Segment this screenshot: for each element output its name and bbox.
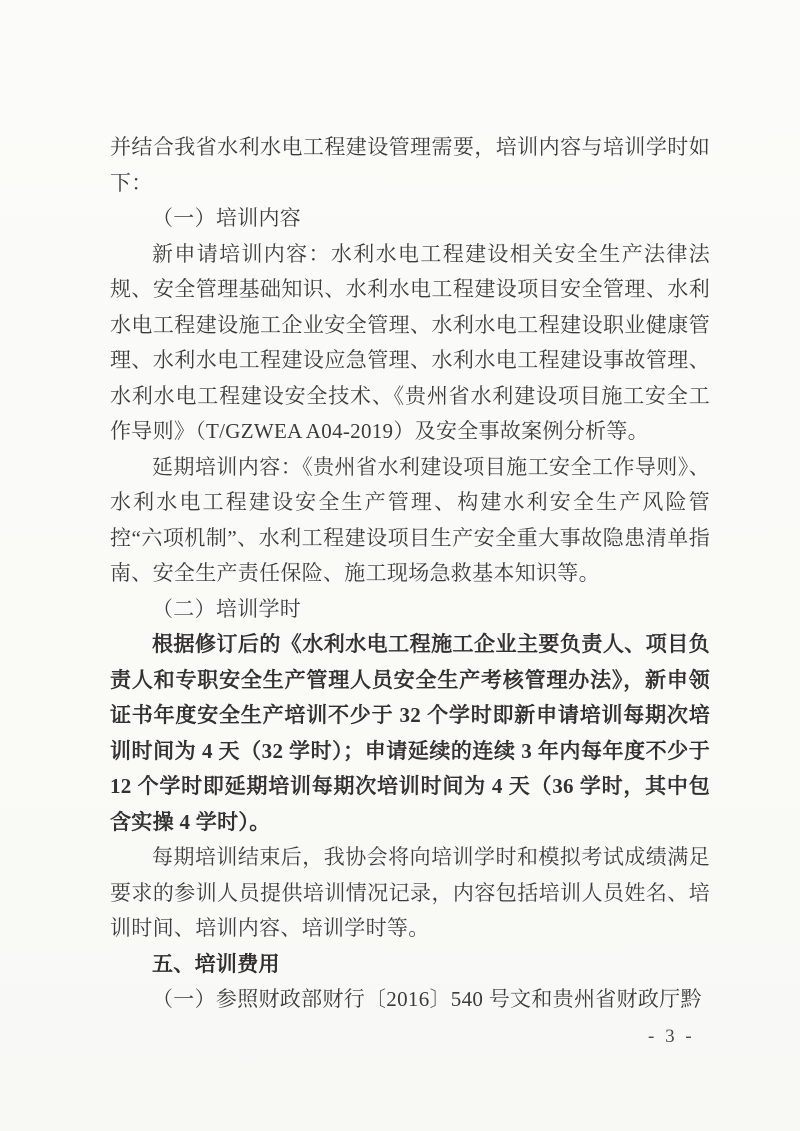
paragraph-new-application-content: 新申请培训内容：水利水电工程建设相关安全生产法律法规、安全管理基础知识、水利水电工程建设项目安全管理、水利水电工程建设施工企业安全管理、水利水电工程建设职业健康管理、水利水电工程建设应急管理、水利水电工程建设事故管理、水利水电工程建设安全技术、《贵州省水利建设项目施工安全工作导则》（T/GZWEA A04-2019）及安全事故案例分析等。	[110, 241, 710, 443]
page-number: - 3 -	[648, 1026, 695, 1047]
paragraph-intro-continuation: 并结合我省水利水电工程建设管理需要，培训内容与培训学时如下：	[110, 135, 710, 195]
document-body	[110, 130, 710, 1018]
section-heading-training-fees: 五、培训费用	[152, 951, 280, 976]
paragraph-fee-reference: （一）参照财政部财行〔2016〕540 号文和贵州省财政厅黔	[152, 987, 702, 1011]
paragraph-training-record: 每期培训结束后，我协会将向培训学时和模拟考试成绩满足要求的参训人员提供培训情况记录，内容包括培训人员姓名、培训时间、培训内容、培训学时等。	[110, 845, 710, 940]
paragraph-training-hours-detail: 根据修订后的《水利水电工程施工企业主要负责人、项目负责人和专职安全生产管理人员安全生产考核管理办法》，新申领证书年度安全生产培训不少于 32 个学时即新申请培训每期次培训时间为 4 天（32 学时）；申请延续的连续 3 年内每年度不少于 12 个学时即延期培训每期次培训时间为 4 天（36 学时，其中包含实操 4 学时）。	[110, 632, 710, 834]
subheading-training-hours: （二）培训学时	[152, 596, 302, 621]
subheading-training-content: （一）培训内容	[152, 206, 302, 230]
paragraph-renewal-content: 延期培训内容：《贵州省水利建设项目施工安全工作导则》、水利水电工程建设安全生产管理、构建水利安全生产风险管控“六项机制”、水利工程建设项目生产安全重大事故隐患清单指南、安全生产责任保险、施工现场急救基本知识等。	[110, 454, 710, 585]
